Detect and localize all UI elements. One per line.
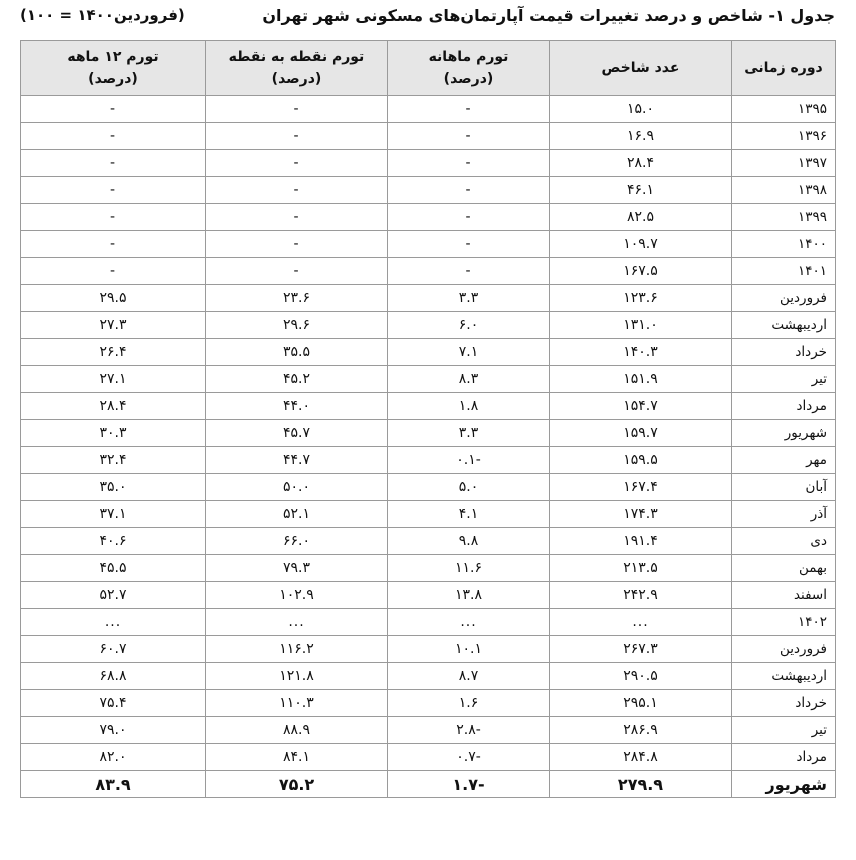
yoy-inflation-cell: ۷۹.۳ <box>206 555 388 582</box>
yoy-inflation-cell: - <box>206 231 388 258</box>
annual-inflation-cell: ۶۸.۸ <box>21 663 206 690</box>
period-cell: آبان <box>732 474 836 501</box>
index-cell: ۲۱۳.۵ <box>550 555 732 582</box>
table-row <box>21 528 836 555</box>
index-cell: ۱۰۹.۷ <box>550 231 732 258</box>
annual-inflation-cell: ۳۵.۰ <box>21 474 206 501</box>
yoy-inflation-cell: - <box>206 150 388 177</box>
index-cell: ... <box>550 609 732 636</box>
monthly-inflation-cell: ۶.۰ <box>388 312 550 339</box>
header-monthly-unit: (درصد) <box>443 71 494 87</box>
annual-inflation-cell: ۲۹.۵ <box>21 285 206 312</box>
monthly-inflation-cell: -۲.۸ <box>388 717 550 744</box>
annual-inflation-cell: ۶۰.۷ <box>21 636 206 663</box>
housing-price-table <box>20 40 836 798</box>
table-row <box>21 609 836 636</box>
annual-inflation-cell: ۲۷.۳ <box>21 312 206 339</box>
index-cell: ۱۵۹.۵ <box>550 447 732 474</box>
yoy-inflation-cell: ۱۲۱.۸ <box>206 663 388 690</box>
period-cell: تیر <box>732 366 836 393</box>
table-body <box>21 96 836 798</box>
annual-inflation-cell: ۲۷.۱ <box>21 366 206 393</box>
period-cell: اسفند <box>732 582 836 609</box>
yoy-inflation-cell: ۳۵.۵ <box>206 339 388 366</box>
annual-inflation-cell: ۴۰.۶ <box>21 528 206 555</box>
index-cell: ۲۴۲.۹ <box>550 582 732 609</box>
annual-inflation-cell: ۷۵.۴ <box>21 690 206 717</box>
index-cell: ۲۹۰.۵ <box>550 663 732 690</box>
monthly-inflation-cell: - <box>388 204 550 231</box>
monthly-inflation-cell: -۰.۷ <box>388 744 550 771</box>
index-cell: ۲۸.۴ <box>550 150 732 177</box>
index-cell: ۴۶.۱ <box>550 177 732 204</box>
header-monthly-label: تورم ماهانه <box>428 49 509 65</box>
annual-inflation-cell: ۸۳.۹ <box>21 771 206 798</box>
monthly-inflation-cell: - <box>388 231 550 258</box>
monthly-inflation-cell: -۰.۱ <box>388 447 550 474</box>
table-row <box>21 717 836 744</box>
period-cell: مرداد <box>732 744 836 771</box>
table-row <box>21 204 836 231</box>
annual-inflation-cell: ۲۸.۴ <box>21 393 206 420</box>
period-cell: شهریور <box>732 420 836 447</box>
yoy-inflation-cell: ۸۸.۹ <box>206 717 388 744</box>
annual-inflation-cell: - <box>21 150 206 177</box>
period-cell: خرداد <box>732 690 836 717</box>
header-monthly <box>388 41 550 96</box>
header-yoy-label: تورم نقطه به نقطه <box>228 49 365 65</box>
header-index-label: عدد شاخص <box>601 60 680 76</box>
table-row <box>21 285 836 312</box>
table-row <box>21 744 836 771</box>
annual-inflation-cell: ۳۲.۴ <box>21 447 206 474</box>
monthly-inflation-cell: ... <box>388 609 550 636</box>
annual-inflation-cell: ۲۶.۴ <box>21 339 206 366</box>
monthly-inflation-cell: ۱.۸ <box>388 393 550 420</box>
table-row <box>21 582 836 609</box>
table-row <box>21 420 836 447</box>
table-row <box>21 96 836 123</box>
yoy-inflation-cell: - <box>206 123 388 150</box>
annual-inflation-cell: ۳۷.۱ <box>21 501 206 528</box>
yoy-inflation-cell: ۴۴.۰ <box>206 393 388 420</box>
header-annual-unit: (درصد) <box>88 71 138 87</box>
table-row <box>21 555 836 582</box>
yoy-inflation-cell: ۴۵.۲ <box>206 366 388 393</box>
yoy-inflation-cell: - <box>206 204 388 231</box>
table-row <box>21 393 836 420</box>
index-cell: ۱۷۴.۳ <box>550 501 732 528</box>
table-row <box>21 771 836 798</box>
annual-inflation-cell: - <box>21 231 206 258</box>
monthly-inflation-cell: ۹.۸ <box>388 528 550 555</box>
annual-inflation-cell: ۸۲.۰ <box>21 744 206 771</box>
monthly-inflation-cell: ۱۰.۱ <box>388 636 550 663</box>
period-cell: ۱۳۹۹ <box>732 204 836 231</box>
monthly-inflation-cell: ۳.۳ <box>388 285 550 312</box>
annual-inflation-cell: ۵۲.۷ <box>21 582 206 609</box>
yoy-inflation-cell: ۱۱۶.۲ <box>206 636 388 663</box>
header-row <box>21 41 836 96</box>
monthly-inflation-cell: - <box>388 258 550 285</box>
period-cell: خرداد <box>732 339 836 366</box>
period-cell: فروردین <box>732 636 836 663</box>
yoy-inflation-cell: ۵۰.۰ <box>206 474 388 501</box>
period-cell: ۱۴۰۲ <box>732 609 836 636</box>
yoy-inflation-cell: ۲۹.۶ <box>206 312 388 339</box>
table-row <box>21 123 836 150</box>
yoy-inflation-cell: ۶۶.۰ <box>206 528 388 555</box>
annual-inflation-cell: ۴۵.۵ <box>21 555 206 582</box>
table-row <box>21 690 836 717</box>
table-row <box>21 447 836 474</box>
annual-inflation-cell: - <box>21 258 206 285</box>
yoy-inflation-cell: ۱۰۲.۹ <box>206 582 388 609</box>
monthly-inflation-cell: ۷.۱ <box>388 339 550 366</box>
monthly-inflation-cell: ۴.۱ <box>388 501 550 528</box>
monthly-inflation-cell: - <box>388 123 550 150</box>
table-row <box>21 231 836 258</box>
period-cell: شهریور <box>732 771 836 798</box>
annual-inflation-cell: - <box>21 204 206 231</box>
header-yoy <box>206 41 388 96</box>
header-period <box>732 41 836 96</box>
yoy-inflation-cell: - <box>206 96 388 123</box>
index-cell: ۲۶۷.۳ <box>550 636 732 663</box>
yoy-inflation-cell: ۲۳.۶ <box>206 285 388 312</box>
monthly-inflation-cell: ۱۳.۸ <box>388 582 550 609</box>
table-row <box>21 366 836 393</box>
yoy-inflation-cell: ۸۴.۱ <box>206 744 388 771</box>
index-cell: ۲۸۶.۹ <box>550 717 732 744</box>
period-cell: آذر <box>732 501 836 528</box>
header-annual <box>21 41 206 96</box>
index-cell: ۲۸۴.۸ <box>550 744 732 771</box>
index-cell: ۸۲.۵ <box>550 204 732 231</box>
period-cell: ۱۴۰۰ <box>732 231 836 258</box>
period-cell: اردیبهشت <box>732 663 836 690</box>
index-cell: ۱۲۳.۶ <box>550 285 732 312</box>
yoy-inflation-cell: ۱۱۰.۳ <box>206 690 388 717</box>
period-cell: تیر <box>732 717 836 744</box>
index-cell: ۲۷۹.۹ <box>550 771 732 798</box>
index-cell: ۱۶۷.۵ <box>550 258 732 285</box>
period-cell: دی <box>732 528 836 555</box>
monthly-inflation-cell: ۳.۳ <box>388 420 550 447</box>
period-cell: ۱۳۹۵ <box>732 96 836 123</box>
header-index <box>550 41 732 96</box>
monthly-inflation-cell: - <box>388 177 550 204</box>
annual-inflation-cell: - <box>21 177 206 204</box>
yoy-inflation-cell: - <box>206 258 388 285</box>
yoy-inflation-cell: ۴۵.۷ <box>206 420 388 447</box>
yoy-inflation-cell: ۴۴.۷ <box>206 447 388 474</box>
period-cell: ۱۳۹۸ <box>732 177 836 204</box>
table-row <box>21 177 836 204</box>
table-row <box>21 258 836 285</box>
monthly-inflation-cell: ۱۱.۶ <box>388 555 550 582</box>
period-cell: فروردین <box>732 285 836 312</box>
index-cell: ۱۵.۰ <box>550 96 732 123</box>
table-row <box>21 663 836 690</box>
index-cell: ۲۹۵.۱ <box>550 690 732 717</box>
period-cell: اردیبهشت <box>732 312 836 339</box>
monthly-inflation-cell: -۱.۷ <box>388 771 550 798</box>
monthly-inflation-cell: ۵.۰ <box>388 474 550 501</box>
annual-inflation-cell: ۳۰.۳ <box>21 420 206 447</box>
index-cell: ۱۵۴.۷ <box>550 393 732 420</box>
period-cell: ۱۴۰۱ <box>732 258 836 285</box>
monthly-inflation-cell: - <box>388 150 550 177</box>
header-annual-label: تورم ۱۲ ماهه <box>67 49 159 65</box>
table-row <box>21 636 836 663</box>
index-cell: ۱۶۷.۴ <box>550 474 732 501</box>
period-cell: ۱۳۹۷ <box>732 150 836 177</box>
table-row <box>21 339 836 366</box>
period-cell: ۱۳۹۶ <box>732 123 836 150</box>
index-cell: ۱۳۱.۰ <box>550 312 732 339</box>
index-cell: ۱۵۹.۷ <box>550 420 732 447</box>
index-cell: ۱۹۱.۴ <box>550 528 732 555</box>
yoy-inflation-cell: ... <box>206 609 388 636</box>
period-cell: مهر <box>732 447 836 474</box>
annual-inflation-cell: ۷۹.۰ <box>21 717 206 744</box>
annual-inflation-cell: - <box>21 96 206 123</box>
header-yoy-unit: (درصد) <box>271 71 322 87</box>
table-row <box>21 150 836 177</box>
index-cell: ۱۵۱.۹ <box>550 366 732 393</box>
base-period-note: (فروردین۱۴۰۰ = ۱۰۰) <box>20 6 185 24</box>
monthly-inflation-cell: - <box>388 96 550 123</box>
period-cell: مرداد <box>732 393 836 420</box>
yoy-inflation-cell: ۵۲.۱ <box>206 501 388 528</box>
yoy-inflation-cell: - <box>206 177 388 204</box>
header-period-label: دوره زمانی <box>744 60 823 76</box>
index-cell: ۱۶.۹ <box>550 123 732 150</box>
title-bar <box>20 4 835 34</box>
monthly-inflation-cell: ۸.۷ <box>388 663 550 690</box>
table-row <box>21 474 836 501</box>
table-row <box>21 312 836 339</box>
annual-inflation-cell: ... <box>21 609 206 636</box>
yoy-inflation-cell: ۷۵.۲ <box>206 771 388 798</box>
monthly-inflation-cell: ۸.۳ <box>388 366 550 393</box>
annual-inflation-cell: - <box>21 123 206 150</box>
table-title: جدول ۱- شاخص و درصد تغییرات قیمت آپارتمان‌های مسکونی شهر تهران <box>262 6 835 25</box>
table-row <box>21 501 836 528</box>
period-cell: بهمن <box>732 555 836 582</box>
monthly-inflation-cell: ۱.۶ <box>388 690 550 717</box>
index-cell: ۱۴۰.۳ <box>550 339 732 366</box>
